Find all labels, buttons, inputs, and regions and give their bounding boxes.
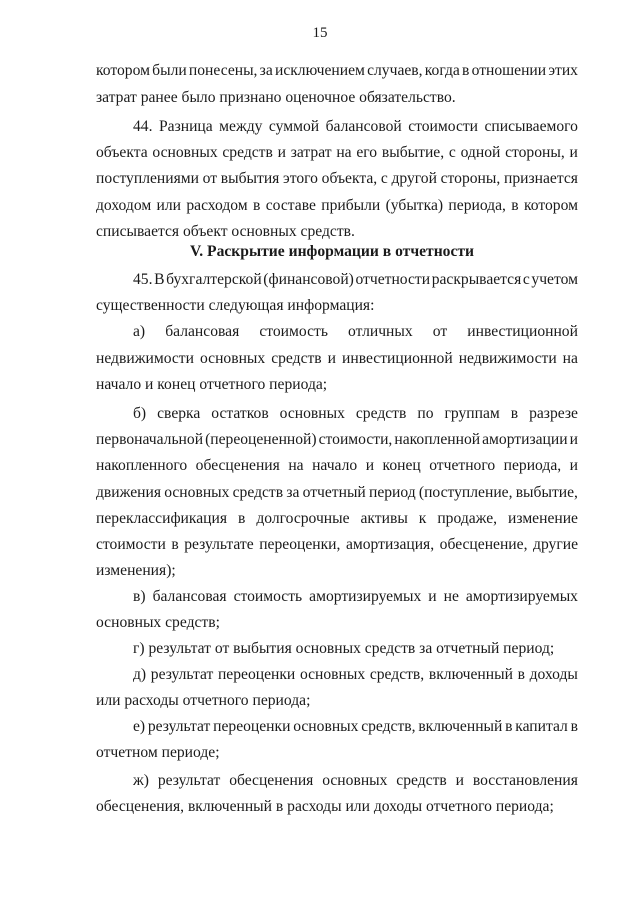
text-line: поступлениями от выбытия этого объекта, с другой стороны, признается xyxy=(96,170,578,187)
text-line: г) результат от выбытия основных средств за отчетный период; xyxy=(133,640,555,657)
text-line: начало и конец отчетного периода; xyxy=(96,376,328,393)
text-line: обесценения, включенный в расходы или доходы отчетного периода; xyxy=(96,798,554,815)
text-line: 44. Разница между суммой балансовой стоимости списываемого xyxy=(133,118,578,135)
text-line: д) результат переоценки основных средств, включенный в доходы xyxy=(133,666,578,683)
text-line: доходом или расходом в составе прибыли (убытка) периода, в котором xyxy=(96,197,578,214)
text-line: списывается объект основных средств. xyxy=(96,223,355,240)
text-line: существенности следующая информация: xyxy=(96,297,375,314)
text-line: котором были понесены, за исключением случаев, когда в отношении этих xyxy=(96,62,578,79)
text-line: е) результат переоценки основных средств, включенный в капитал в xyxy=(133,718,578,735)
text-line: ж) результат обесценения основных средств и восстановления xyxy=(133,772,578,789)
section-heading: V. Раскрытие информации в отчетности xyxy=(190,243,475,260)
text-line: б) сверка остатков основных средств по группам в разрезе xyxy=(133,405,578,422)
text-line: переклассификация в долгосрочные активы к продаже, изменение xyxy=(96,510,578,527)
text-line: недвижимости основных средств и инвестиционной недвижимости на xyxy=(96,350,578,367)
text-line: стоимости в результате переоценки, амортизация, обесценение, другие xyxy=(96,536,578,553)
text-line: отчетном периоде; xyxy=(96,744,220,761)
text-line: затрат ранее было признано оценочное обязательство. xyxy=(96,89,456,106)
text-line: а) балансовая стоимость отличных от инвестиционной xyxy=(133,323,578,340)
text-line: основных средств; xyxy=(96,614,220,631)
page-number: 15 xyxy=(312,25,328,41)
text-line: изменения); xyxy=(96,562,176,579)
text-line: 45. В бухгалтерской (финансовой) отчетности раскрывается с учетом xyxy=(133,271,578,288)
text-line: в) балансовая стоимость амортизируемых и не амортизируемых xyxy=(133,588,578,605)
text-line: накопленного обесценения на начало и конец отчетного периода, и xyxy=(96,457,578,474)
text-line: или расходы отчетного периода; xyxy=(96,692,311,709)
text-line: первоначальной (переоцененной) стоимости, накопленной амортизации и xyxy=(96,431,578,448)
text-line: объекта основных средств и затрат на его выбытие, с одной стороны, и xyxy=(96,144,578,161)
text-line: движения основных средств за отчетный период (поступление, выбытие, xyxy=(96,484,578,501)
